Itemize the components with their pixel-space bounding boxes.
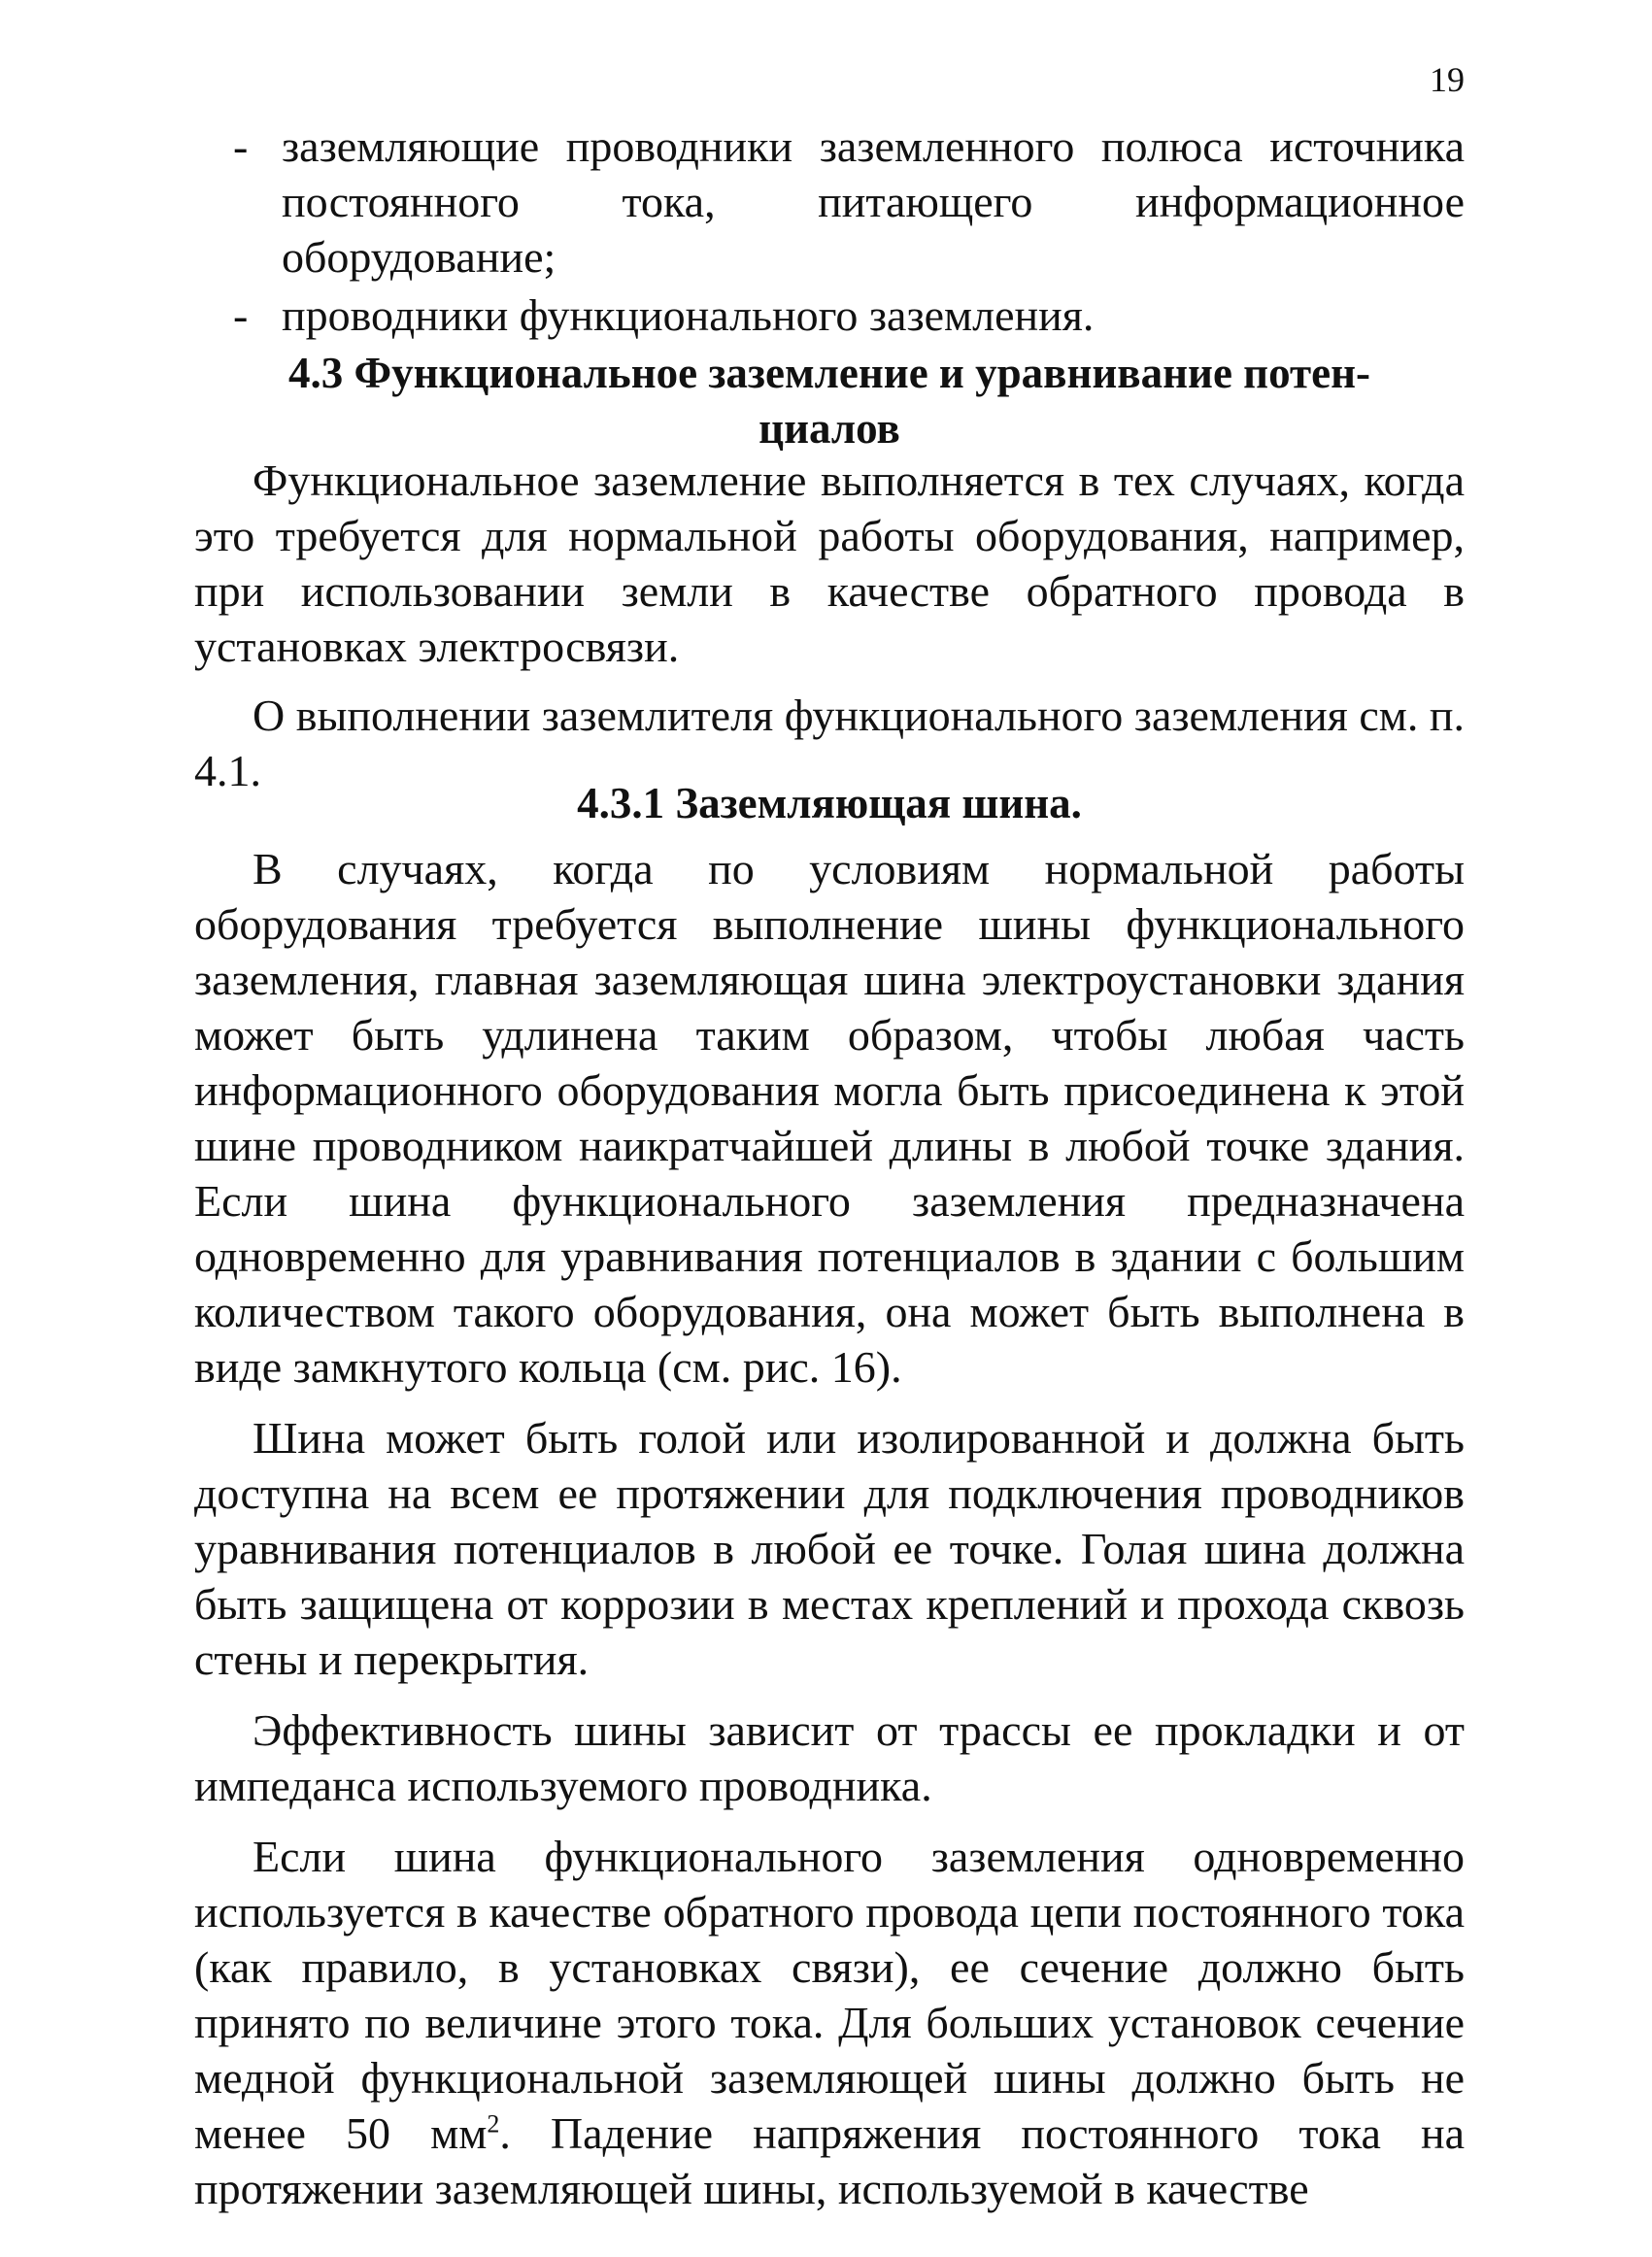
section-heading xyxy=(194,346,1465,456)
list-item xyxy=(194,118,1465,285)
body-text-block xyxy=(194,841,1465,2216)
paragraph: В случаях, когда по условиям нормальной работы оборудования требуется выполнение шины функционального заземления, главная заземляющая шина электроустановки здания может быть удлинена таким образом, чтобы любая часть информационного оборудования могла быть присоединена к этой шине проводником наикратчайшей длины в любой точке здания. Если шина функционального заземления предназначена одновременно для уравнивания потенциалов в здании с большим количеством такого оборудования, она может быть выполнена в виде замкнутого кольца (см. рис. 16). xyxy=(194,844,1465,1392)
page-number: 19 xyxy=(1430,60,1465,99)
paragraph: Эффективность шины зависит от трассы ее прокладки и от импеданса используемого проводника. xyxy=(194,1705,1465,1810)
paragraph: О выполнении заземлителя функционального заземления см. п. 4.1. xyxy=(194,691,1465,795)
bullet-dash: - xyxy=(233,290,249,340)
paragraph: Шина может быть голой или изолированной и должна быть доступна на всем ее протяжении для подключения проводников уравнивания потенциалов в любой ее точке. Голая шина должна быть защищена от коррозии в местах креплений и прохода сквозь стены и перекрытия. xyxy=(194,1413,1465,1684)
superscript: 2 xyxy=(487,2109,500,2139)
paragraph-text: . Падение напряжения постоянного тока на протяжении заземляющей шины, используемой в качестве xyxy=(194,2108,1466,2213)
paragraph: Функциональное заземление выполняется в тех случаях, когда это требуется для нормальной работы оборудования, например, при использовании земли в качестве обратного провода в установках электросвязи. xyxy=(194,455,1465,671)
bullet-text: проводники функционального заземления. xyxy=(282,290,1095,340)
section-heading-line1: 4.3 Функциональное заземление и уравнивание потен- xyxy=(287,349,1371,397)
subsection-heading: 4.3.1 Заземляющая шина. xyxy=(577,779,1082,827)
paragraph-text: Если шина функционального заземления одновременно используется в качестве обратного провода цепи постоянного тока (как правило, в установках связи), ее сечение должно быть принято по величине этого тока. Для больших установок сечение медной функциональной заземляющей шины должно быть не менее 50 мм xyxy=(194,1832,1465,2158)
bullet-dash: - xyxy=(233,121,249,171)
bullet-text: заземляющие проводники заземленного полюса источника постоянного тока, питающего информационное оборудование; xyxy=(282,121,1465,282)
paragraph-with-superscript xyxy=(194,1829,1465,2216)
list-item xyxy=(194,287,1465,343)
section-heading-line2: циалов xyxy=(759,404,900,453)
body-text-block xyxy=(194,453,1465,798)
